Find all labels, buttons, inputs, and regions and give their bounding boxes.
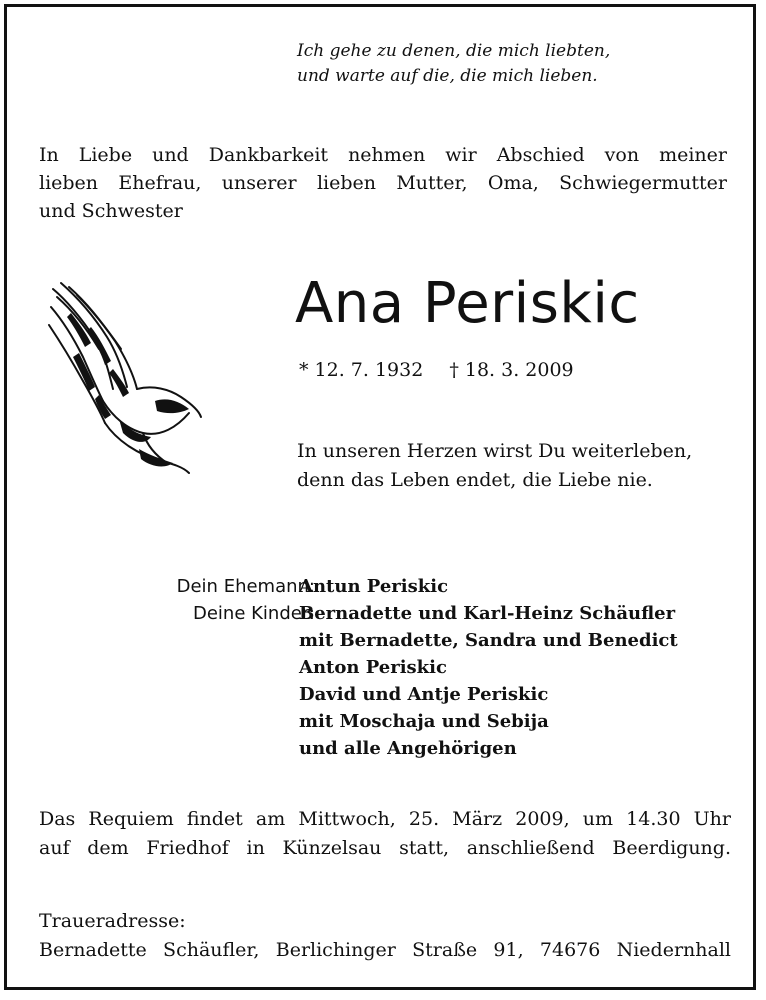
family-member: Anton Periskic bbox=[299, 657, 447, 678]
deceased-name: Ana Periskic bbox=[295, 271, 640, 336]
poem-line-1: Ich gehe zu denen, die mich liebten, bbox=[297, 41, 611, 61]
family-member: und alle Angehörigen bbox=[299, 738, 517, 759]
intro-text bbox=[39, 141, 727, 225]
praying-hands-icon bbox=[43, 277, 203, 477]
family-row bbox=[39, 600, 739, 627]
family-row bbox=[39, 735, 739, 762]
family-member: Bernadette und Karl-Heinz Schäufler bbox=[299, 603, 676, 624]
family-row bbox=[39, 573, 739, 600]
address-value: Bernadette Schäufler, Berlichinger Straße 91, 74676 Niedernhall bbox=[39, 939, 731, 961]
quote-line-2: denn das Leben endet, die Liebe nie. bbox=[297, 469, 653, 491]
family-list bbox=[39, 573, 739, 762]
family-member: Antun Periskic bbox=[299, 576, 449, 597]
family-row bbox=[39, 708, 739, 735]
death-date: † 18. 3. 2009 bbox=[449, 359, 574, 381]
obituary-notice bbox=[4, 4, 756, 990]
family-member: mit Moschaja und Sebija bbox=[299, 711, 549, 732]
quote-line-1: In unseren Herzen wirst Du weiterleben, bbox=[297, 440, 693, 462]
intro-line-1: In Liebe und Dankbarkeit nehmen wir Abschied von meiner bbox=[39, 144, 727, 166]
poem bbox=[297, 39, 737, 89]
address-label: Traueradresse: bbox=[39, 910, 186, 932]
family-row bbox=[39, 681, 739, 708]
mourning-address bbox=[39, 907, 731, 965]
requiem-line-1: Das Requiem findet am Mittwoch, 25. März 2009, um 14.30 Uhr bbox=[39, 808, 731, 830]
poem-line-2: und warte auf die, die mich lieben. bbox=[297, 66, 598, 86]
family-row bbox=[39, 627, 739, 654]
requiem-line-2: auf dem Friedhof in Künzelsau statt, anschließend Beerdigung. bbox=[39, 837, 731, 859]
family-label: Dein Ehemann: bbox=[176, 576, 315, 597]
requiem-info bbox=[39, 805, 731, 863]
birth-date: * 12. 7. 1932 bbox=[299, 359, 424, 381]
family-member: David und Antje Periskic bbox=[299, 684, 549, 705]
family-label: Deine Kinder: bbox=[192, 603, 315, 624]
family-row bbox=[39, 654, 739, 681]
family-member: mit Bernadette, Sandra und Benedict bbox=[299, 630, 678, 651]
life-dates bbox=[299, 357, 574, 383]
intro-line-2: lieben Ehefrau, unserer lieben Mutter, Oma, Schwiegermutter bbox=[39, 172, 727, 194]
intro-line-3: und Schwester bbox=[39, 200, 183, 222]
memorial-quote bbox=[297, 437, 737, 495]
